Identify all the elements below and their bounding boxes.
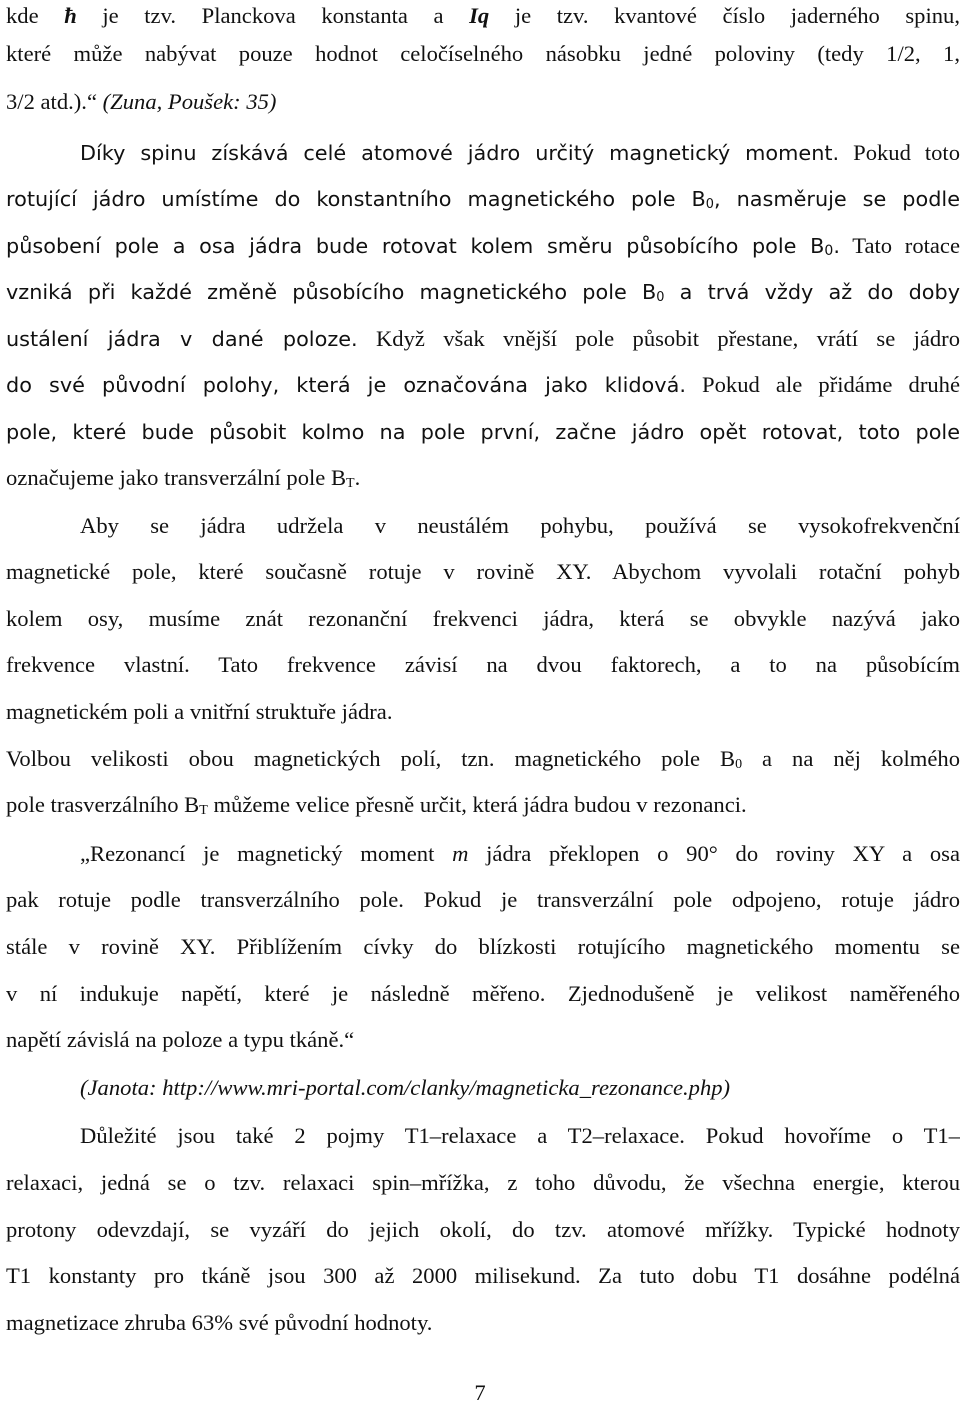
- text-line: relaxaci, jedná se o tzv. relaxaci spin–mřížka, z toho důvodu, že všechna energie, kterou: [6, 1170, 960, 1195]
- text-line: do své původní polohy, která je označována jako klidová. Pokud ale přidáme druhé: [6, 372, 960, 397]
- text-line: Aby se jádra udržela v neustálém pohybu, používá se vysokofrekvenční: [80, 513, 960, 538]
- text-line: Volbou velikosti obou magnetických polí, tzn. magnetického pole B0 a na něj kolmého: [6, 746, 960, 773]
- quote-line: stále v rovině XY. Přiblížením cívky do blízkosti rotujícího magnetického momentu se: [6, 934, 960, 959]
- quote-line: napětí závislá na poloze a typu tkáně.“: [6, 1027, 355, 1052]
- text-line: magnetickém poli a vnitřní struktuře jádra.: [6, 699, 393, 724]
- text-line: označujeme jako transverzální pole BT.: [6, 465, 361, 492]
- text-line: kde ħ je tzv. Planckova konstanta a Iq je tzv. kvantové číslo jaderného spinu,: [6, 3, 960, 28]
- text-line: vzniká při každé změně působícího magnetického pole B0 a trvá vždy až do doby: [6, 280, 960, 305]
- citation: (Zuna, Poušek: 35): [96, 89, 277, 114]
- text-line: T1 konstanty pro tkáně jsou 300 až 2000 milisekund. Za tuto dobu T1 dosáhne podélná: [6, 1263, 960, 1288]
- text-line: magnetické pole, které současně rotuje v rovině XY. Abychom vyvolali rotační pohyb: [6, 559, 960, 584]
- quote-line: v ní indukuje napětí, které je následně měřeno. Zjednodušeně je velikost naměřeného: [6, 981, 960, 1006]
- text-line: působení pole a osa jádra bude rotovat kolem směru působícího pole B0. Tato rotace: [6, 233, 960, 260]
- text-line: ustálení jádra v dané poloze. Když však vnější pole působit přestane, vrátí se jádro: [6, 326, 960, 351]
- text-line: 3/2 atd.).“ (Zuna, Poušek: 35): [6, 89, 277, 114]
- page-number: 7: [474, 1380, 486, 1405]
- text-line: Díky spinu získává celé atomové jádro určitý magnetický moment. Pokud toto: [80, 140, 960, 165]
- text-line: které může nabývat pouze hodnot celočíselného násobku jedné poloviny (tedy 1/2, 1,: [6, 41, 960, 66]
- text-line: pole, které bude působit kolmo na pole první, začne jádro opět rotovat, toto pole: [6, 420, 960, 444]
- quote-line: „Rezonancí je magnetický moment m jádra překlopen o 90° do roviny XY a osa: [80, 841, 960, 866]
- text-line: magnetizace zhruba 63% své původní hodnoty.: [6, 1310, 433, 1335]
- quote-line: pak rotuje podle transverzálního pole. Pokud je transverzální pole odpojeno, rotuje jádro: [6, 887, 960, 912]
- text-line: kolem osy, musíme znát rezonanční frekvenci jádra, která se obvykle nazývá jako: [6, 606, 960, 631]
- text-line: rotující jádro umístíme do konstantního magnetického pole B0, nasměruje se podle: [6, 187, 960, 212]
- text-line: pole trasverzálního BT můžeme velice přesně určit, která jádra budou v rezonanci.: [6, 792, 747, 819]
- spin-symbol: Iq: [469, 3, 490, 28]
- citation: (Janota: http://www.mri-portal.com/clanky/magneticka_rezonance.php): [80, 1075, 731, 1100]
- text-line: protony odevzdají, se vyzáří do jejich okolí, do tzv. atomové mřížky. Typické hodnoty: [6, 1217, 960, 1242]
- planck-symbol: ħ: [64, 3, 77, 28]
- text-line: frekvence vlastní. Tato frekvence závisí na dvou faktorech, a to na působícím: [6, 652, 960, 677]
- text-line: Důležité jsou také 2 pojmy T1–relaxace a T2–relaxace. Pokud hovoříme o T1–: [80, 1123, 960, 1148]
